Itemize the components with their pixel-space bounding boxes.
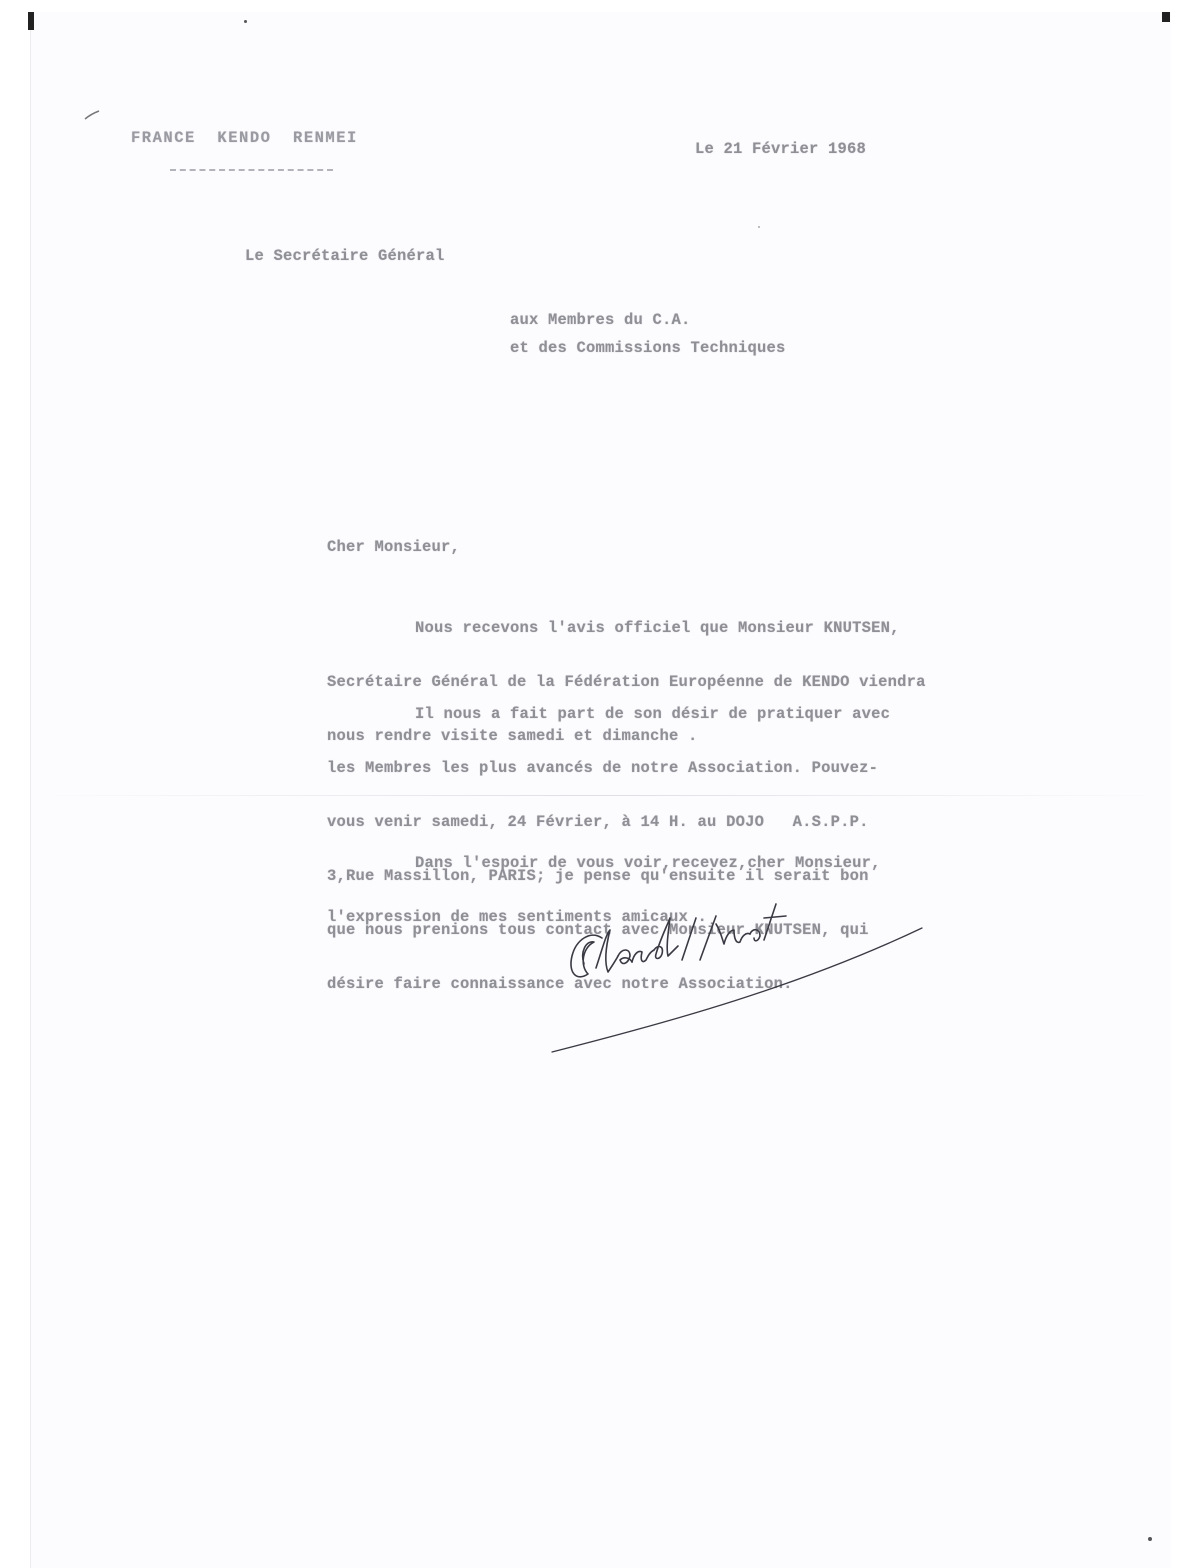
sender-title: Le Secrétaire Général — [245, 247, 445, 265]
body-line: l'expression de mes sentiments amicaux . — [327, 908, 708, 926]
recipient-line: aux Membres du C.A. — [510, 311, 691, 329]
scan-speck — [758, 226, 760, 228]
body-line: les Membres les plus avancés de notre Association. Pouvez- — [327, 759, 879, 777]
letterhead-underline — [170, 169, 333, 171]
body-line: Nous recevons l'avis officiel que Monsieur KNUTSEN, — [415, 619, 900, 637]
body-line: que nous prenions tous contact avec Monsieur KNUTSEN, qui — [327, 921, 869, 939]
pen-stroke-mark — [84, 110, 100, 120]
recipient-line: et des Commissions Techniques — [510, 339, 786, 357]
salutation: Cher Monsieur, — [327, 538, 461, 556]
scan-speck — [244, 20, 247, 23]
scan-corner-mark — [28, 12, 34, 30]
scan-speck — [1148, 1537, 1152, 1541]
handwritten-signature — [550, 890, 930, 1060]
body-line: vous venir samedi, 24 Février, à 14 H. au DOJO A.S.P.P. — [327, 813, 869, 831]
body-line: Il nous a fait part de son désir de pratiquer avec — [415, 705, 891, 723]
letter-date: Le 21 Février 1968 — [695, 140, 867, 158]
scan-corner-mark — [1162, 12, 1170, 22]
body-line: désire faire connaissance avec notre Association. — [327, 975, 793, 993]
body-line: nous rendre visite samedi et dimanche . — [327, 727, 698, 745]
body-line: Secrétaire Général de la Fédération Européenne de KENDO viendra — [327, 673, 926, 691]
letterhead-org-name: FRANCE KENDO RENMEI — [131, 129, 358, 147]
body-line: 3,Rue Massillon, PARIS; je pense qu'ensuite il serait bon — [327, 867, 869, 885]
body-line: Dans l'espoir de vous voir,recevez,cher Monsieur, — [415, 854, 881, 872]
